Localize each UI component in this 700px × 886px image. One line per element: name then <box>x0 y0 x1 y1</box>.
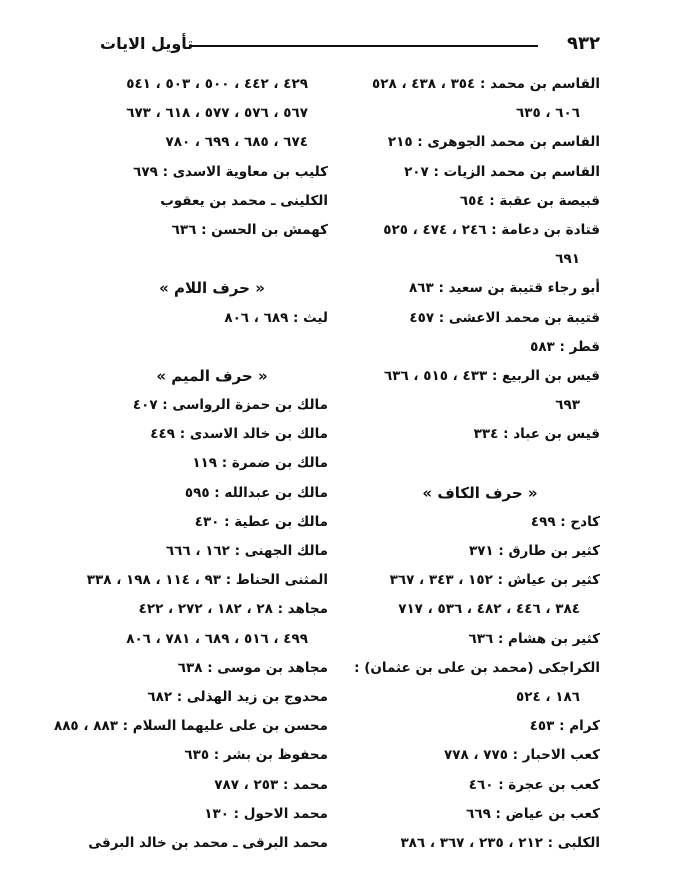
index-entry: قبيصة بن عقبة : ٦٥٤ <box>459 192 600 209</box>
index-entry: الكلبى : ٢١٢ ، ٢٣٥ ، ٣٦٧ ، ٣٨٦ <box>400 834 600 851</box>
entry-continuation: ٦٩١ <box>555 251 580 268</box>
index-entry: كعب الاحبار : ٧٧٥ ، ٧٧٨ <box>443 747 600 764</box>
index-entry: أبو رجاء قتيبة بن سعيد : ٨٦٣ <box>409 280 600 297</box>
page-header <box>100 32 600 56</box>
index-entry: الكلينى ـ محمد بن يعقوب <box>160 192 328 209</box>
index-entry: القاسم بن محمد الزيات : ٢٠٧ <box>404 163 600 180</box>
index-entry: ليث : ٦٨٩ ، ٨٠٦ <box>224 309 328 326</box>
index-entry: محمد الاحول : ١٣٠ <box>204 805 328 822</box>
index-entry: قيس بن الربيع : ٤٣٣ ، ٥١٥ ، ٦٣٦ <box>383 367 600 384</box>
index-entry: مالك بن عطية : ٤٣٠ <box>194 513 328 530</box>
index-entry: كليب بن معاوية الاسدى : ٦٧٩ <box>133 163 328 180</box>
index-entry: كثير بن طارق : ٣٧١ <box>468 543 600 559</box>
entry-continuation: ٤٢٩ ، ٤٤٢ ، ٥٠٠ ، ٥٠٣ ، ٥٤١ <box>126 76 308 92</box>
entry-continuation: ١٨٦ ، ٥٢٤ <box>516 688 580 705</box>
entry-continuation: ٦٠٦ ، ٦٣٥ <box>516 105 580 122</box>
spacer <box>360 449 600 478</box>
index-entry: مالك بن ضمرة : ١١٩ <box>192 455 328 472</box>
header-rule <box>190 45 538 47</box>
spacer <box>96 333 328 362</box>
index-entry: كهمش بن الحسن : ٦٣٦ <box>171 221 328 238</box>
right-column <box>354 70 600 858</box>
entry-continuation: ٦٧٤ ، ٦٨٥ ، ٦٩٩ ، ٧٨٠ <box>165 134 308 151</box>
index-entry: مالك بن عبدالله : ٥٩٥ <box>184 484 328 501</box>
index-entry: كعب بن عياض : ٦٦٩ <box>466 805 600 822</box>
index-entry: قطر : ٥٨٣ <box>530 338 600 355</box>
index-entry: مالك الجهنى : ١٦٢ ، ٦٦٦ <box>165 543 328 559</box>
left-column <box>53 70 328 858</box>
section-heading: « حرف الكاف » <box>422 483 538 502</box>
page-number: ٩٣٢ <box>567 33 600 54</box>
section-heading: « حرف اللام » <box>159 279 265 298</box>
index-entry: قيس بن عباد : ٣٣٤ <box>473 426 600 443</box>
index-entry: مجاهد بن موسى : ٦٣٨ <box>177 659 328 676</box>
section-heading: « حرف الميم » <box>156 366 268 385</box>
index-entry: مالك بن حمزة الرواسى : ٤٠٧ <box>132 397 328 414</box>
index-entry: الكراجكى (محمد بن على بن عثمان) : <box>354 659 600 676</box>
index-entry: المثنى الحناط : ٩٣ ، ١١٤ ، ١٩٨ ، ٣٣٨ <box>86 572 328 589</box>
entry-continuation: ٤٩٩ ، ٥١٦ ، ٦٨٩ ، ٧٨١ ، ٨٠٦ <box>126 630 308 647</box>
index-entry: القاسم بن محمد الجوهرى : ٢١٥ <box>387 134 600 151</box>
index-entry: كثير بن هشام : ٦٣٦ <box>468 630 600 647</box>
index-entry: محمد : ٢٥٣ ، ٧٨٧ <box>214 776 328 793</box>
index-entry: محفوظ بن بشر : ٦٣٥ <box>184 747 328 764</box>
spacer <box>96 245 328 274</box>
index-entry: مجاهد : ٢٨ ، ١٨٢ ، ٢٧٢ ، ٤٢٢ <box>138 601 328 618</box>
entry-continuation: ٥٦٧ ، ٥٧٦ ، ٥٧٧ ، ٦١٨ ، ٦٧٣ <box>126 105 308 122</box>
index-entry: محسن بن على عليهما السلام : ٨٨٣ ، ٨٨٥ <box>53 718 328 735</box>
index-entry: قتيبة بن محمد الاعشى : ٤٥٧ <box>409 309 600 326</box>
index-entry: مالك بن خالد الاسدى : ٤٤٩ <box>150 426 328 443</box>
index-entry: كادح : ٤٩٩ <box>530 513 600 530</box>
entry-continuation: ٣٨٤ ، ٤٤٦ ، ٤٨٢ ، ٥٣٦ ، ٧١٧ <box>398 601 580 618</box>
index-entry: كرام : ٤٥٣ <box>529 718 600 735</box>
index-entry: محدوج بن زيد الهذلى : ٦٨٢ <box>147 688 328 705</box>
index-entry: محمد البرقى ـ محمد بن خالد البرقى <box>88 834 328 851</box>
index-entry: كعب بن عجرة : ٤٦٠ <box>468 776 600 793</box>
index-entry: كثير بن عياش : ١٥٢ ، ٣٤٣ ، ٣٦٧ <box>389 572 600 589</box>
index-entry: قتادة بن دعامة : ٢٤٦ ، ٤٧٤ ، ٥٢٥ <box>383 221 600 238</box>
index-entry: القاسم بن محمد : ٣٥٤ ، ٤٣٨ ، ٥٢٨ <box>372 76 600 92</box>
running-title: تأويل الايات <box>100 34 194 53</box>
entry-continuation: ٦٩٣ <box>555 397 580 414</box>
